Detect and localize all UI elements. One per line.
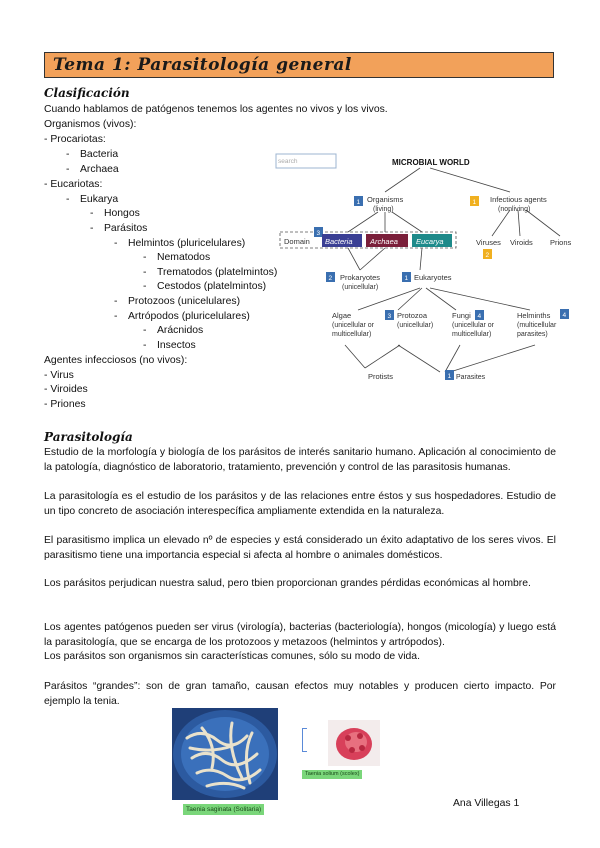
bacteria-label: Bacteria [325, 237, 353, 246]
archaea-label: Archaea [370, 237, 398, 246]
clasificacion-heading: Clasificación [44, 86, 130, 100]
title-bar [44, 52, 554, 78]
clasificacion-line: - Trematodos (platelmintos) [143, 267, 278, 278]
algae-label: Algae [332, 311, 352, 320]
protozoa-sublabel: (unicellular) [397, 322, 434, 329]
clasificacion-line: - Procariotas: [44, 134, 106, 145]
clasificacion-line: Cuando hablamos de patógenos tenemos los agentes no vivos y los vivos. [44, 104, 388, 115]
badge-eukaryotes-number: 1 [404, 275, 409, 282]
diagram-search-box [276, 154, 336, 168]
prokaryotes-label: Prokaryotes [340, 273, 381, 282]
fungi-sublabel: (unicellular or [452, 322, 495, 329]
infectious-label: Infectious agents [490, 195, 547, 204]
helminths-label: Helminths [517, 311, 551, 320]
badge-prokaryotes-number: 2 [328, 275, 333, 282]
parasitologia-heading: Parasitología [44, 430, 133, 444]
prions-label: Prions [550, 238, 572, 247]
clasificacion-line: Agentes infecciosos (no vivos): [44, 355, 188, 366]
eukaryotes-label: Eukaryotes [414, 273, 452, 282]
prokaryotes-sublabel: (unicellular) [342, 284, 379, 291]
diagram-title: MICROBIAL WORLD [392, 158, 470, 167]
badge-parasites-number: 1 [447, 373, 452, 380]
page-footer: Ana Villegas 1 [453, 798, 520, 809]
clasificacion-line: - Arácnidos [143, 325, 204, 336]
clasificacion-line: - Insectos [143, 340, 196, 351]
paragraph: Parásitos “grandes”: son de gran tamaño, causan efectos muy notables y producen cierto impacto. Por ejemplo la tenia. [44, 681, 556, 707]
domain-label: Domain [284, 237, 310, 246]
clasificacion-line: - Eucariotas: [44, 179, 103, 190]
tapeworm-caption: Taenia saginata (Solitaria) [183, 804, 264, 815]
tapeworm-photo [172, 708, 278, 800]
viroids-label: Viroids [510, 238, 533, 247]
paragraph: Los parásitos son organismos sin características comunes, sólo su modo de vida. [44, 651, 420, 662]
fungi-label: Fungi [452, 311, 471, 320]
badge-fungi-number: 4 [477, 313, 482, 320]
scolex-caption: Taenia solium (scolex) [302, 770, 362, 779]
clasificacion-line: - Priones [44, 399, 86, 410]
badge-domain-number: 3 [316, 230, 321, 237]
badge-helminths-number: 4 [562, 312, 567, 319]
paragraph: Los parásitos perjudican nuestra salud, pero tbien proporcionan grandes pérdidas económicas al hombre. [44, 578, 531, 589]
paragraph: El parasitismo implica un elevado nº de especies y está considerado un éxito adaptativo de los seres vivos. El parasitismo tiene una importancia especial si afecta al hombre o animales domésticos. [44, 535, 556, 561]
clasificacion-line: - Parásitos [90, 223, 148, 234]
infectious-sublabel: (nonliving) [498, 206, 531, 213]
badge-viruses-number: 2 [485, 252, 490, 259]
clasificacion-line: - Cestodos (platelmintos) [143, 281, 267, 292]
helminths-sublabel: (multicellular [517, 322, 557, 329]
badge-organisms-number: 1 [356, 199, 361, 206]
clasificacion-line: - Virus [44, 370, 74, 381]
clasificacion-line: - Viroides [44, 384, 88, 395]
organisms-label: Organisms [367, 195, 404, 204]
clasificacion-line: - Hongos [90, 208, 140, 219]
parasites-label: Parasites [456, 374, 486, 381]
fungi-sublabel: multicellular) [452, 331, 492, 338]
badge-infectious-number: 1 [472, 199, 477, 206]
paragraph: Los agentes patógenos pueden ser virus (virología), bacterias (bacteriología), hongos (micología) y luego está la parasitología, que se encarga de los protozoos y metazoos (helmintos y artrópodos). [44, 622, 556, 648]
organisms-sublabel: (living) [373, 206, 394, 213]
clasificacion-line: - Bacteria [66, 149, 119, 160]
helminths-sublabel: parasites) [517, 331, 548, 338]
algae-sublabel: multicellular) [332, 331, 372, 338]
clasificacion-line: - Nematodos [143, 252, 211, 263]
protists-label: Protists [368, 372, 394, 381]
paragraph: Estudio de la morfología y biología de los parásitos de interés sanitario humano. Aplicación al conocimiento de la patología, diagnóstico de laboratorio, tratamiento, prevención y control de las parasitosis humanas. [44, 447, 556, 473]
eucarya-label: Eucarya [416, 237, 444, 246]
clasificacion-line: - Protozoos (unicelulares) [114, 296, 241, 307]
page-title: Tema 1: Parasitología general [53, 55, 352, 75]
clasificacion-line: - Eukarya [66, 194, 119, 205]
protozoa-label: Protozoa [397, 311, 428, 320]
algae-sublabel: (unicellular or [332, 322, 375, 329]
clasificacion-line: - Archaea [66, 164, 119, 175]
bracket-line [302, 728, 307, 752]
diagram-search-label: search [278, 158, 298, 165]
viruses-label: Viruses [476, 238, 501, 247]
badge-protozoa-number: 3 [387, 313, 392, 320]
paragraph: La parasitología es el estudio de los parásitos y de las relaciones entre éstos y sus hospedadores. Estudio de un tipo concreto de asociación interespecífica ampliamente extendida en la naturaleza. [44, 491, 556, 517]
clasificacion-line: - Artrópodos (pluricelulares) [114, 311, 250, 322]
scolex-photo [328, 720, 380, 766]
microbial-world-diagram [270, 150, 580, 390]
clasificacion-line: - Helmintos (pluricelulares) [114, 238, 246, 249]
clasificacion-line: Organismos (vivos): [44, 119, 137, 130]
